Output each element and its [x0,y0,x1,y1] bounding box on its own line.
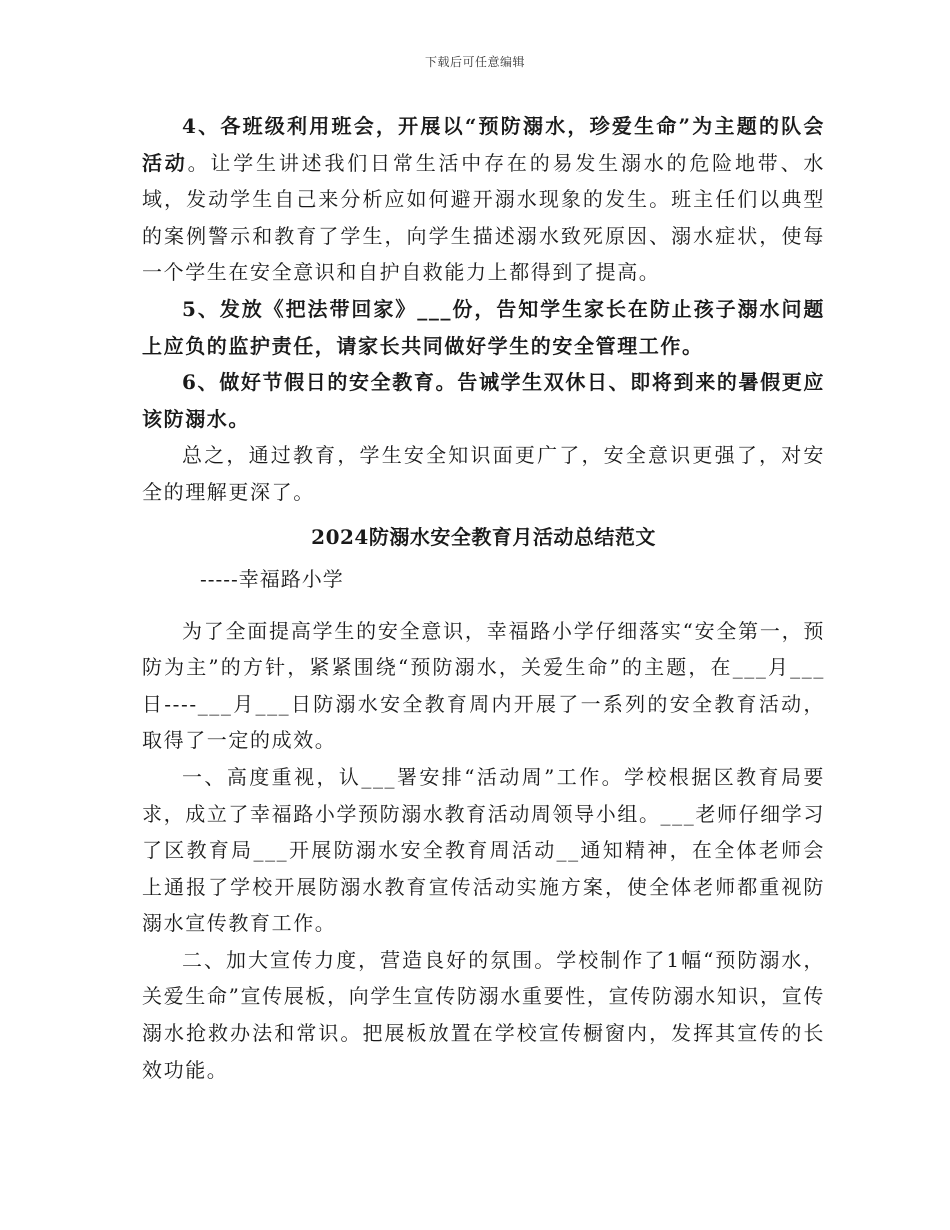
paragraph-item-4 [142,108,825,291]
paragraph-intro: 为了全面提高学生的安全意识，幸福路小学仔细落实“安全第一，预防为主”的方针，紧紧围绕“预防溺水，关爱生命”的主题，在___月___日----___月___日防溺水安全教育周内开展了一系列的安全教育活动，取得了一定的成效。 [142,618,825,753]
paragraph-point-1: 一、高度重视，认___署安排“活动周”工作。学校根据区教育局要求，成立了幸福路小学预防溺水教育活动周领导小组。___老师仔细学习了区教育局___开展防溺水安全教育周活动__通知精神，在全体老师会上通报了学校开展防溺水教育宣传活动实施方案，使全体老师都重视防溺水宣传教育工作。 [142,764,825,936]
paragraph-item-5: 5、发放《把法带回家》___份，告知学生家长在防止孩子溺水问题上应负的监护责任，请家长共同做好学生的安全管理工作。 [142,296,825,358]
paragraph-point-2: 二、加大宣传力度，营造良好的氛围。学校制作了1幅“预防溺水，关爱生命”宣传展板，向学生宣传防溺水重要性，宣传防溺水知识，宣传溺水抢救办法和常识。把展板放置在学校宣传橱窗内，发挥其宣传的长效功能。 [142,947,825,1082]
paragraph-item-6: 6、做好节假日的安全教育。告诫学生双休日、即将到来的暑假更应该防溺水。 [142,370,825,431]
document-body [142,108,825,1088]
spacer [142,597,825,613]
item-4-heading: 4、各班级利用班会，开展以“预防溺水，珍爱生命”为主题的队会活动 [142,114,825,175]
paragraph-summary: 总之，通过教育，学生安全知识面更广了，安全意识更强了，对安全的理解更深了。 [142,443,825,504]
school-name: -----幸福路小学 [200,566,344,591]
header-note: 下载后可任意编辑 [424,55,525,69]
item-4-body: 。让学生讲述我们日常生活中存在的易发生溺水的危险地带、水域，发动学生自己来分析应如何避开溺水现象的发生。班主任们以典型的案例警示和教育了学生，向学生描述溺水致死原因、溺水症状，使每一个学生在安全意识和自护自救能力上都得到了提高。 [142,150,825,285]
section-title: 2024防溺水安全教育月活动总结范文 [311,524,656,549]
